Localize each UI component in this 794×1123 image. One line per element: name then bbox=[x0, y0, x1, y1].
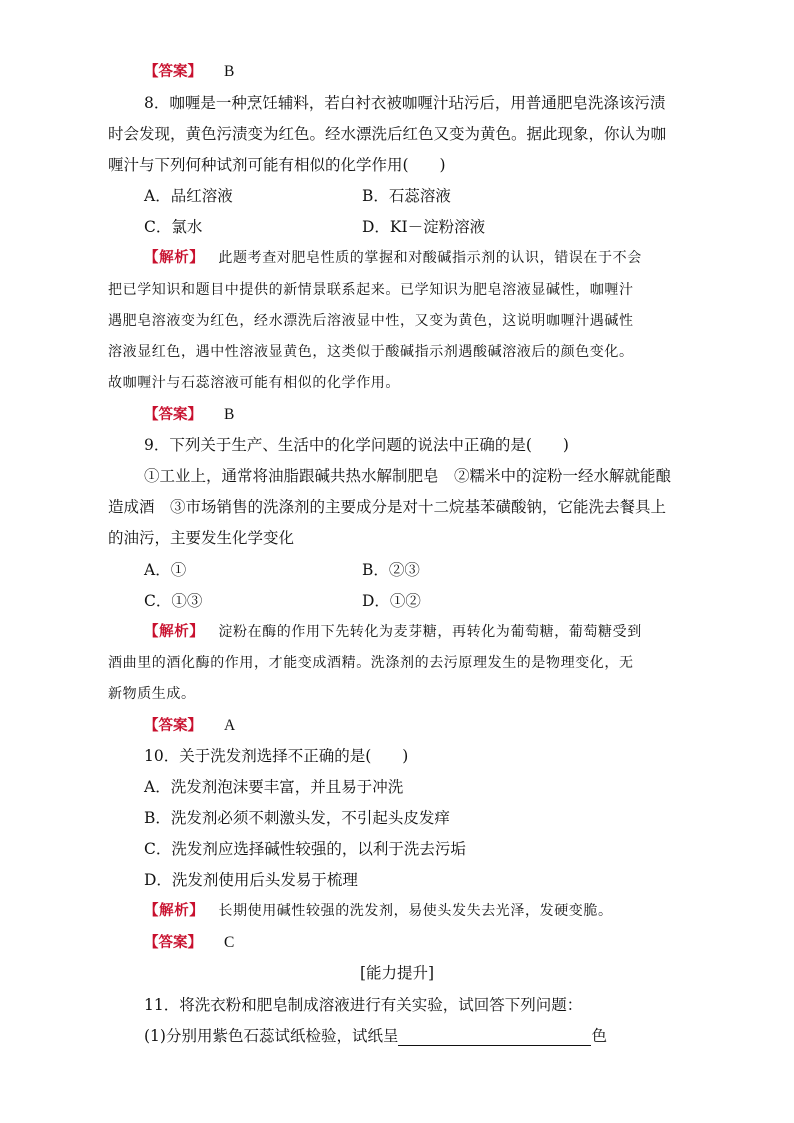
option-d: D．洗发剂使用后头发易于梳理 bbox=[144, 871, 358, 889]
explanation-text: 此题考查对肥皂性质的掌握和对酸碱指示剂的认识，错误在于不会 bbox=[218, 250, 642, 266]
answer-tag: 【答案】 bbox=[144, 718, 202, 734]
answer-line bbox=[144, 715, 235, 736]
explanation-line: 遇肥皂溶液变为红色，经水漂洗后溶液显中性，又变为黄色，这说明咖喱汁遇碱性 bbox=[108, 313, 634, 329]
question-11-line-1: 11．将洗衣粉和肥皂制成溶液进行有关实验，试回答下列问题： bbox=[144, 996, 583, 1014]
answer-value: B bbox=[224, 63, 235, 80]
answer-line bbox=[144, 61, 234, 82]
answer-value: C bbox=[224, 934, 235, 951]
question-11-subpart-text: (1)分别用紫色石蕊试纸检验，试纸呈 bbox=[144, 1027, 399, 1045]
explanation-line: 酒曲里的酒化酶的作用，才能变成酒精。洗涤剂的去污原理发生的是物理变化，无 bbox=[108, 655, 634, 671]
answer-line bbox=[144, 404, 234, 425]
question-9-line-3: 造成酒 ③市场销售的洗涤剂的主要成分是对十二烷基苯磺酸钠，它能洗去餐具上 bbox=[108, 498, 667, 516]
question-9-line-2: ①工业上，通常将油脂跟碱共热水解制肥皂 ②糯米中的淀粉一经水解就能酿 bbox=[144, 467, 672, 485]
answer-value: A bbox=[224, 717, 236, 734]
option-d: D．①② bbox=[362, 592, 421, 610]
option-c: C．氯水 bbox=[144, 218, 203, 236]
option-b: B．石蕊溶液 bbox=[362, 187, 451, 205]
answer-tag: 【答案】 bbox=[144, 935, 202, 951]
option-c: C．①③ bbox=[144, 592, 203, 610]
explanation-line: 新物质生成。 bbox=[108, 686, 196, 702]
answer-value: B bbox=[224, 406, 235, 423]
explanation-tag: 【解析】 bbox=[144, 250, 205, 266]
option-b: B．②③ bbox=[362, 561, 420, 579]
section-heading: [能力提升] bbox=[359, 964, 435, 982]
explanation-line: 溶液显红色，遇中性溶液显黄色，这类似于酸碱指示剂遇酸碱溶液后的颜色变化。 bbox=[108, 344, 634, 360]
explanation-tag: 【解析】 bbox=[144, 624, 205, 640]
option-d: D．KI－淀粉溶液 bbox=[362, 218, 486, 236]
option-a: A．① bbox=[144, 561, 187, 579]
answer-line bbox=[144, 932, 234, 953]
question-8-line-1: 8．咖喱是一种烹饪辅料，若白衬衣被咖喱汁玷污后，用普通肥皂洗涤该污渍 bbox=[144, 94, 666, 112]
answer-tag: 【答案】 bbox=[144, 64, 202, 80]
explanation-line bbox=[144, 622, 642, 642]
question-8-line-3: 喱汁与下列何种试剂可能有相似的化学作用( ) bbox=[108, 156, 446, 174]
option-b: B．洗发剂必须不刺激头发，不引起头皮发痒 bbox=[144, 809, 450, 827]
explanation-line bbox=[144, 248, 642, 268]
explanation-line: 故咖喱汁与石蕊溶液可能有相似的化学作用。 bbox=[108, 375, 400, 391]
question-11-line-2 bbox=[144, 1026, 607, 1046]
explanation-line: 把已学知识和题目中提供的新情景联系起来。已学知识为肥皂溶液显碱性，咖喱汁 bbox=[108, 282, 634, 298]
answer-blank[interactable] bbox=[398, 1029, 591, 1046]
explanation-tag: 【解析】 bbox=[144, 903, 205, 919]
explanation-line bbox=[144, 901, 613, 921]
question-11-subpart-suffix: 色 bbox=[591, 1027, 607, 1045]
option-c: C．洗发剂应选择碱性较强的，以利于洗去污垢 bbox=[144, 840, 466, 858]
question-9-line-1: 9．下列关于生产、生活中的化学问题的说法中正确的是( ) bbox=[144, 436, 569, 454]
explanation-text: 长期使用碱性较强的洗发剂，易使头发失去光泽，发硬变脆。 bbox=[218, 903, 613, 919]
answer-tag: 【答案】 bbox=[144, 407, 202, 423]
question-8-line-2: 时会发现，黄色污渍变为红色。经水漂洗后红色又变为黄色。据此现象，你认为咖 bbox=[108, 125, 667, 143]
option-a: A．洗发剂泡沫要丰富，并且易于冲洗 bbox=[144, 778, 404, 796]
option-a: A．品红溶液 bbox=[144, 187, 233, 205]
question-10-line-1: 10．关于洗发剂选择不正确的是( ) bbox=[144, 747, 409, 765]
question-9-line-4: 的油污，主要发生化学变化 bbox=[108, 529, 295, 547]
explanation-text: 淀粉在酶的作用下先转化为麦芽糖，再转化为葡萄糖，葡萄糖受到 bbox=[218, 624, 642, 640]
